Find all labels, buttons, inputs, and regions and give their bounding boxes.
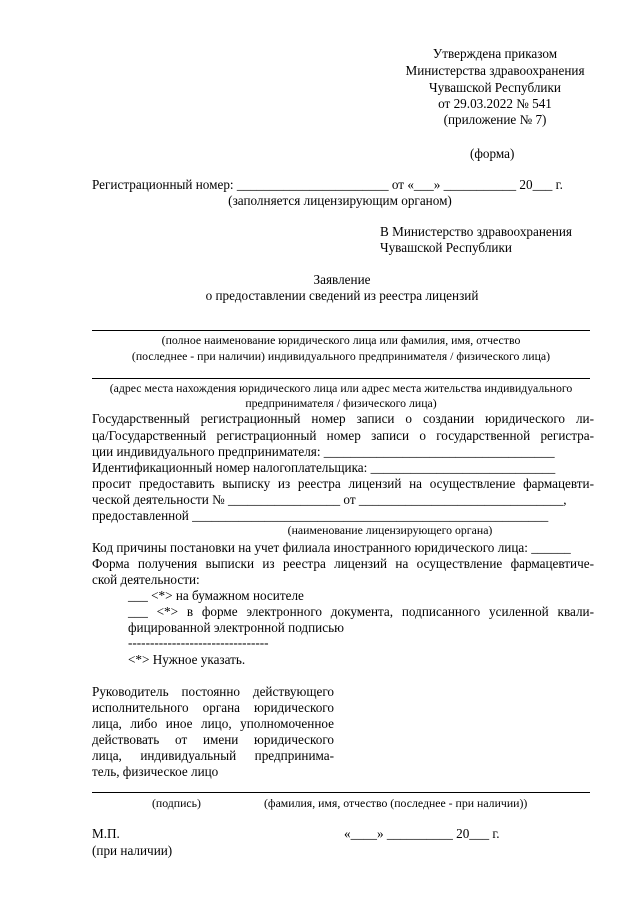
option-paper: ___ <*> на бумажном носителе (128, 588, 304, 603)
approval-line-3: Чувашской Республики (429, 80, 561, 95)
form-label: (форма) (470, 146, 515, 161)
kpp-field: Код причины постановки на учет филиала иностранного юридического лица: ______ (92, 540, 571, 555)
receipt-form-line-2: ской деятельности: (92, 572, 200, 587)
footnote-separator: -------------------------------- (128, 635, 269, 650)
registration-note: (заполняется лицензирующим органом) (228, 193, 452, 208)
applicant-caption-2: (последнее - при наличии) индивидуального предпринимателя / физического лица) (131, 349, 551, 363)
approval-line-5: (приложение № 7) (443, 112, 547, 127)
fullname-caption: (фамилия, имя, отчество (последнее - при наличии)) (264, 796, 528, 810)
option-electronic-line-1: ___ <*> в форме электронного документа, подписанного усиленной квали- (128, 604, 594, 619)
signatory-line-5: лица, индивидуальный предпринима- (92, 748, 334, 763)
stamp-label: М.П. (92, 826, 120, 841)
approval-line-4: от 29.03.2022 № 541 (438, 96, 552, 111)
inn-field: Идентификационный номер налогоплательщика: ____________________________ (92, 460, 556, 475)
receipt-form-line-1: Форма получения выписки из реестра лицензий на осуществление фармацевтиче- (92, 556, 594, 571)
signatory-line-1: Руководитель постоянно действующего (92, 684, 334, 699)
signatory-line-4: действовать от имени юридического (92, 732, 334, 747)
signatory-line-3: лица, либо иное лицо, уполномоченное (92, 716, 334, 731)
document-subtitle: о предоставлении сведений из реестра лицензий (205, 288, 479, 303)
option-electronic-line-2: фицированной электронной подписью (128, 620, 344, 635)
address-caption-1: (адрес места нахождения юридического лица или адрес места жительства индивидуального (109, 381, 573, 395)
registration-number-field: Регистрационный номер: _______________________ от «___» ___________ 20___ г. (92, 177, 563, 192)
document-title: Заявление (313, 272, 371, 287)
ogrn-line-1: Государственный регистрационный номер записи о создании юридического ли- (92, 411, 594, 426)
date-field: «____» __________ 20___ г. (344, 826, 500, 841)
signature-line (92, 792, 590, 793)
footnote: <*> Нужное указать. (128, 652, 246, 667)
approval-line-2: Министерства здравоохранения (405, 63, 585, 78)
ogrn-line-3: ции индивидуального предпринимателя: ___________________________________ (92, 444, 555, 459)
applicant-name-line (92, 330, 590, 331)
addressee-line-1: В Министерство здравоохранения (380, 224, 572, 239)
address-caption-2: предпринимателя / физического лица) (245, 396, 437, 410)
approval-line-1: Утверждена приказом (432, 46, 558, 61)
request-line-2: ческой деятельности № _________________ от _______________________________, (92, 492, 567, 507)
signature-caption: (подпись) (152, 796, 201, 810)
provided-by-field: предоставленной ______________________________________________________ (92, 508, 549, 523)
applicant-caption-1: (полное наименование юридического лица или фамилия, имя, отчество (161, 333, 521, 347)
licensing-body-caption: (наименование лицензирующего органа) (287, 523, 493, 537)
stamp-if-present: (при наличии) (92, 843, 173, 858)
ogrn-line-2: ца/Государственный регистрационный номер записи о государственной регистра- (92, 428, 594, 443)
addressee-line-2: Чувашской Республики (380, 240, 512, 255)
signatory-line-2: исполнительного органа юридического (92, 700, 334, 715)
address-line (92, 378, 590, 379)
signatory-line-6: тель, физическое лицо (92, 764, 219, 779)
request-line-1: просит предоставить выписку из реестра лицензий на осуществление фармацевти- (92, 476, 594, 491)
